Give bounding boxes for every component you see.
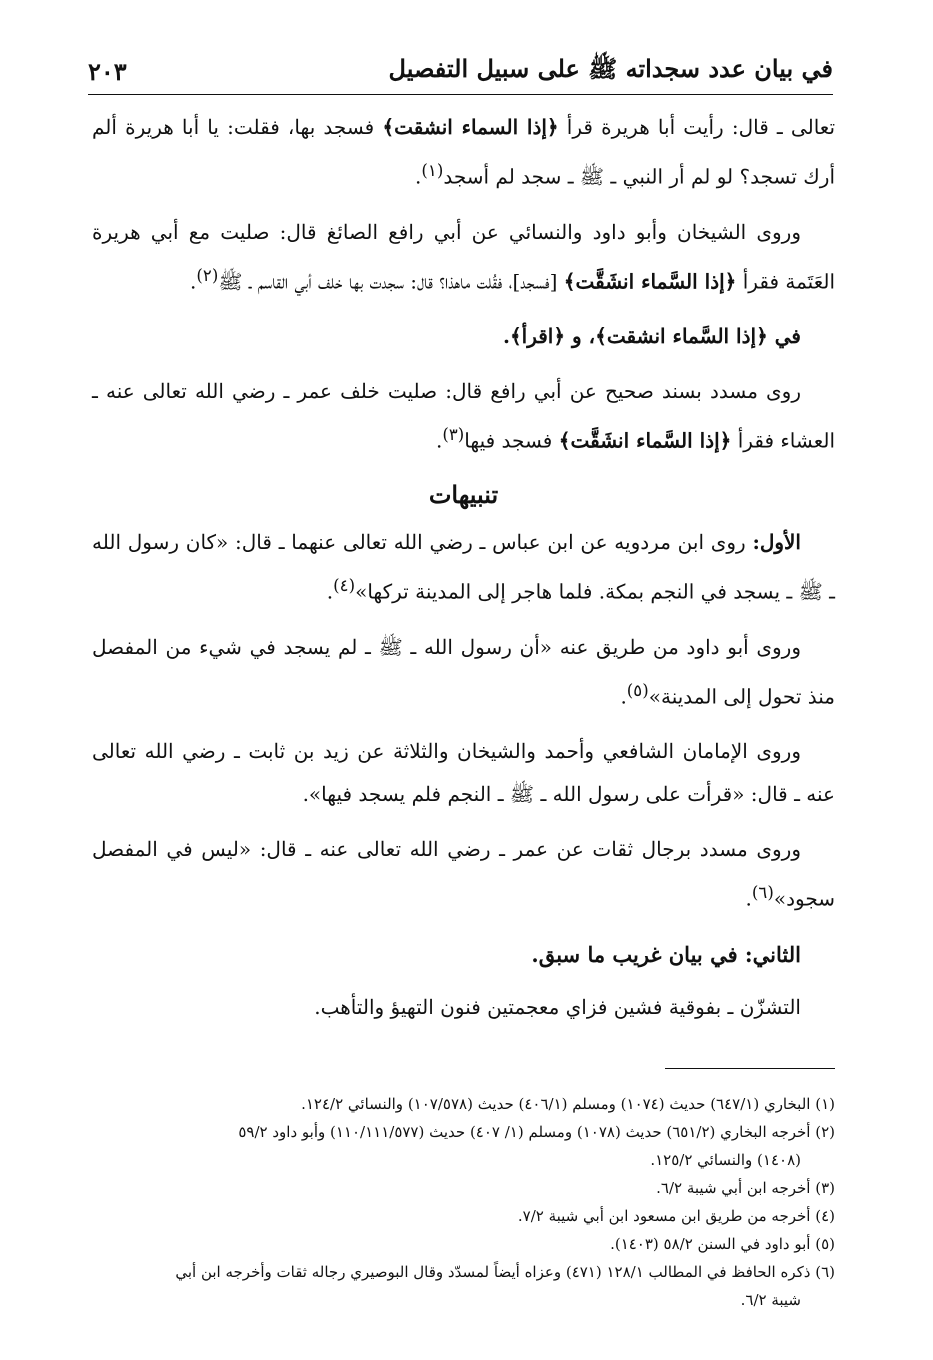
footnote-4 <box>96 1202 835 1230</box>
text: وروى الشيخان وأبو داود والنسائي عن أبي رافع الصائغ قال: صليت مع أبي هريرة العَتَمة فقرأ <box>92 219 835 294</box>
paragraph-1 <box>92 106 835 199</box>
running-header <box>88 48 833 95</box>
text: . <box>326 579 334 604</box>
footnote-1 <box>96 1090 835 1118</box>
footnote-text: (٥) أبو داود في السنن ٥٨/٢ (١٤٠٣). <box>610 1235 835 1253</box>
footnote-2 <box>96 1118 835 1174</box>
quran-quote: ﴿إذا السماء انشقت﴾ <box>382 115 559 139</box>
paragraph-5 <box>92 521 835 614</box>
footnote-ref-2: (٢) <box>196 265 219 285</box>
text: روى ابن مردويه عن ابن عباس ـ رضي الله تعالى عنهما ـ قال: «كان رسول الله ـ ﷺ ـ يسجد في النجم بمكة. فلما هاجر إلى المدينة تركها» <box>92 529 835 604</box>
footnote-separator <box>665 1068 835 1069</box>
footnote-ref-4: (٤) <box>333 575 356 595</box>
footnote-continuation: شيبة ٦/٢. <box>740 1291 801 1309</box>
footnote-ref-6: (٦) <box>751 883 774 903</box>
paragraph-2 <box>92 211 835 304</box>
section-heading: تنبيهات <box>428 479 499 509</box>
text: . <box>620 684 627 709</box>
text: وروى الإمامان الشافعي وأحمد والشيخان والثلاثة عن زيد بن ثابت ـ رضي الله تعالى عنه ـ قال: «قرأت على رسول الله ـ ﷺ ـ النجم فلم يسجد فيها». <box>92 739 835 807</box>
text: في <box>767 324 801 349</box>
paragraph-8 <box>92 828 835 921</box>
paragraph-6 <box>92 626 835 719</box>
text: . <box>745 886 752 911</box>
footnote-ref-3: (٣) <box>442 425 465 445</box>
footnote-3 <box>96 1174 835 1202</box>
text: فسجد فيها <box>464 428 559 453</box>
footnotes <box>96 1090 835 1314</box>
text: تعالى ـ قال: رأيت أبا هريرة قرأ <box>558 115 836 139</box>
quran-quote: ﴿إذا السَّماء انشقت﴾ <box>595 324 768 349</box>
header-title: في بيان عدد سجداته ﷺ على سبيل التفصيل <box>388 53 833 83</box>
footnote-ref-1: (١) <box>421 161 444 180</box>
footnote-text: (٣) أخرجه ابن أبي شيبة ٦/٢. <box>656 1179 835 1197</box>
quran-quote: ﴿إذا السَّماء انشَقَّت﴾ <box>563 269 737 294</box>
main-text <box>92 106 835 1041</box>
text: [فسجد]، فقُلت ماهذا؟ قال: سجدت بها خلف أبي القاسم ـ ﷺ <box>218 269 564 294</box>
text: . <box>435 428 443 453</box>
footnote-text: (٤) أخرجه من طريق ابن مسعود ابن أبي شيبة ٧/٢. <box>517 1207 835 1225</box>
paragraph-9: التشزّن ـ بفوقية فشين فزاي معجمتين فنون التهيؤ والتأهب. <box>314 994 801 1019</box>
text: . <box>502 324 510 349</box>
paragraph-3 <box>92 315 835 358</box>
subheading-second: الثاني: في بيان غريب ما سبق. <box>531 941 801 967</box>
footnote-text: (٦) ذكره الحافظ في المطالب ١٢٨/١ (٤٧١) وعزاه أيضاً لمسدّد وقال البوصيري رجاله ثقات وأخرجه ابن أبي <box>175 1263 835 1281</box>
page-number: ٢٠٣ <box>88 56 127 86</box>
text: . <box>190 269 197 294</box>
text: فسجد بها، فقلت: يا أبا هريرة ألم أرك تسجد؟ لو لم أر النبي ـ ﷺ ـ سجد لم أسجد <box>92 115 835 189</box>
text: وروى أبو داود من طريق عنه «أن رسول الله ـ ﷺ ـ لم يسجد في شيء من المفصل منذ تحول إلى المدينة» <box>92 634 835 709</box>
text: . <box>415 164 422 189</box>
footnote-text: (٢) أخرجه البخاري (٦٥١/٢) حديث (١٠٧٨) ومسلم (١/ ٤٠٧) حديث (١١٠/١١١/٥٧٧) وأبو داود ٥٩/٢ <box>238 1123 835 1141</box>
text: وروى مسدد برجال ثقات عن عمر ـ رضي الله تعالى عنه ـ قال: «ليس في المفصل سجود» <box>92 837 835 911</box>
footnote-6 <box>96 1258 835 1314</box>
paragraph-7 <box>92 730 835 816</box>
text: روى مسدد بسند صحيح عن أبي رافع قال: صليت خلف عمر ـ رضي الله تعالى عنه ـ العشاء فقرأ <box>92 379 835 453</box>
quran-quote: ﴿اقرأ﴾ <box>509 324 566 349</box>
footnote-5 <box>96 1230 835 1258</box>
footnote-continuation: (١٤٠٨) والنسائي ١٢٥/٢. <box>650 1151 801 1169</box>
paragraph-4 <box>92 370 835 463</box>
quran-quote: ﴿إذا السَّماء انشَقَّت﴾ <box>558 428 732 453</box>
footnote-text: (١) البخاري (٦٤٧/١) حديث (١٠٧٤) ومسلم (٤٠٦/١) حديث (١٠٧/٥٧٨) والنسائي ١٢٤/٢. <box>301 1095 835 1113</box>
text: ، و <box>565 324 596 349</box>
footnote-ref-5: (٥) <box>626 680 649 700</box>
lead-word: الأول: <box>752 529 801 554</box>
